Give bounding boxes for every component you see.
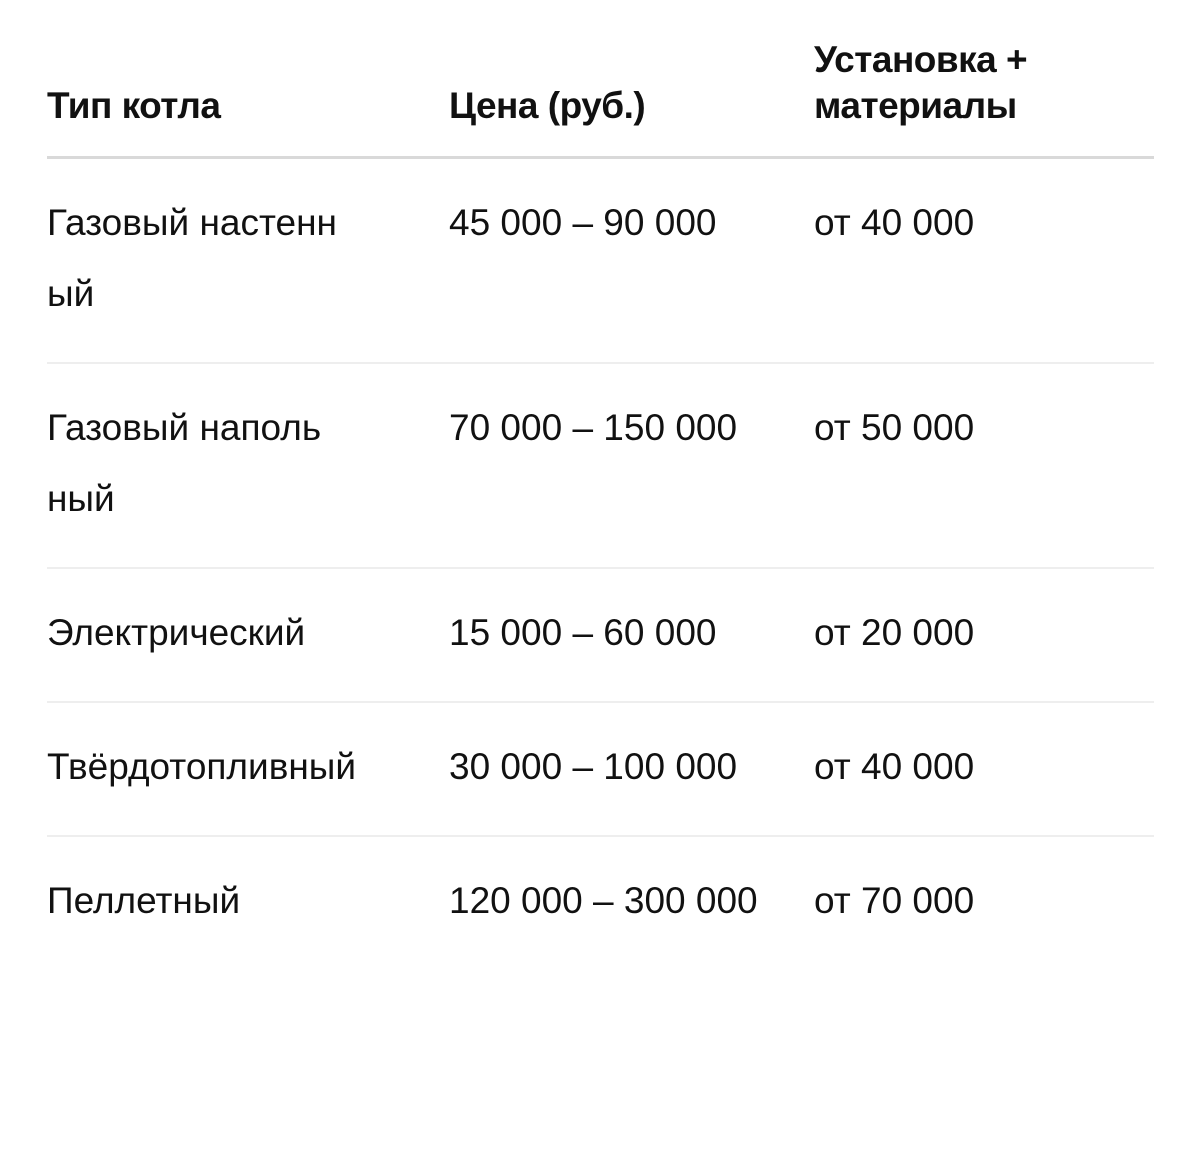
table-row [47, 568, 1154, 702]
header-installation: Установка + материалы [814, 0, 1154, 158]
cell-price: 30 000 – 100 000 [449, 702, 814, 836]
table-row [47, 363, 1154, 568]
cell-installation: от 20 000 [814, 568, 1154, 702]
cell-boiler-type: Газовый настенный [47, 158, 449, 364]
cell-installation: от 50 000 [814, 363, 1154, 568]
cell-boiler-type: Твёрдотопливный [47, 702, 449, 836]
cell-price: 45 000 – 90 000 [449, 158, 814, 364]
cell-price: 70 000 – 150 000 [449, 363, 814, 568]
cell-boiler-type: Пеллетный [47, 880, 241, 921]
boiler-price-table-container [47, 0, 1154, 969]
table-header-row [47, 0, 1154, 158]
cell-boiler-type: Газовый напольный [47, 363, 449, 568]
cell-price: 15 000 – 60 000 [449, 568, 814, 702]
header-price: Цена (руб.) [449, 0, 814, 158]
cell-installation: от 40 000 [814, 158, 1154, 364]
cell-price: 120 000 – 300 000 [449, 880, 758, 921]
header-boiler-type: Тип котла [47, 0, 449, 158]
cell-boiler-type: Электрический [47, 568, 449, 702]
table-row [47, 836, 1154, 969]
boiler-price-table [47, 0, 1154, 969]
table-row [47, 702, 1154, 836]
cell-installation: от 70 000 [814, 880, 975, 921]
table-row [47, 158, 1154, 364]
cell-installation: от 40 000 [814, 702, 1154, 836]
